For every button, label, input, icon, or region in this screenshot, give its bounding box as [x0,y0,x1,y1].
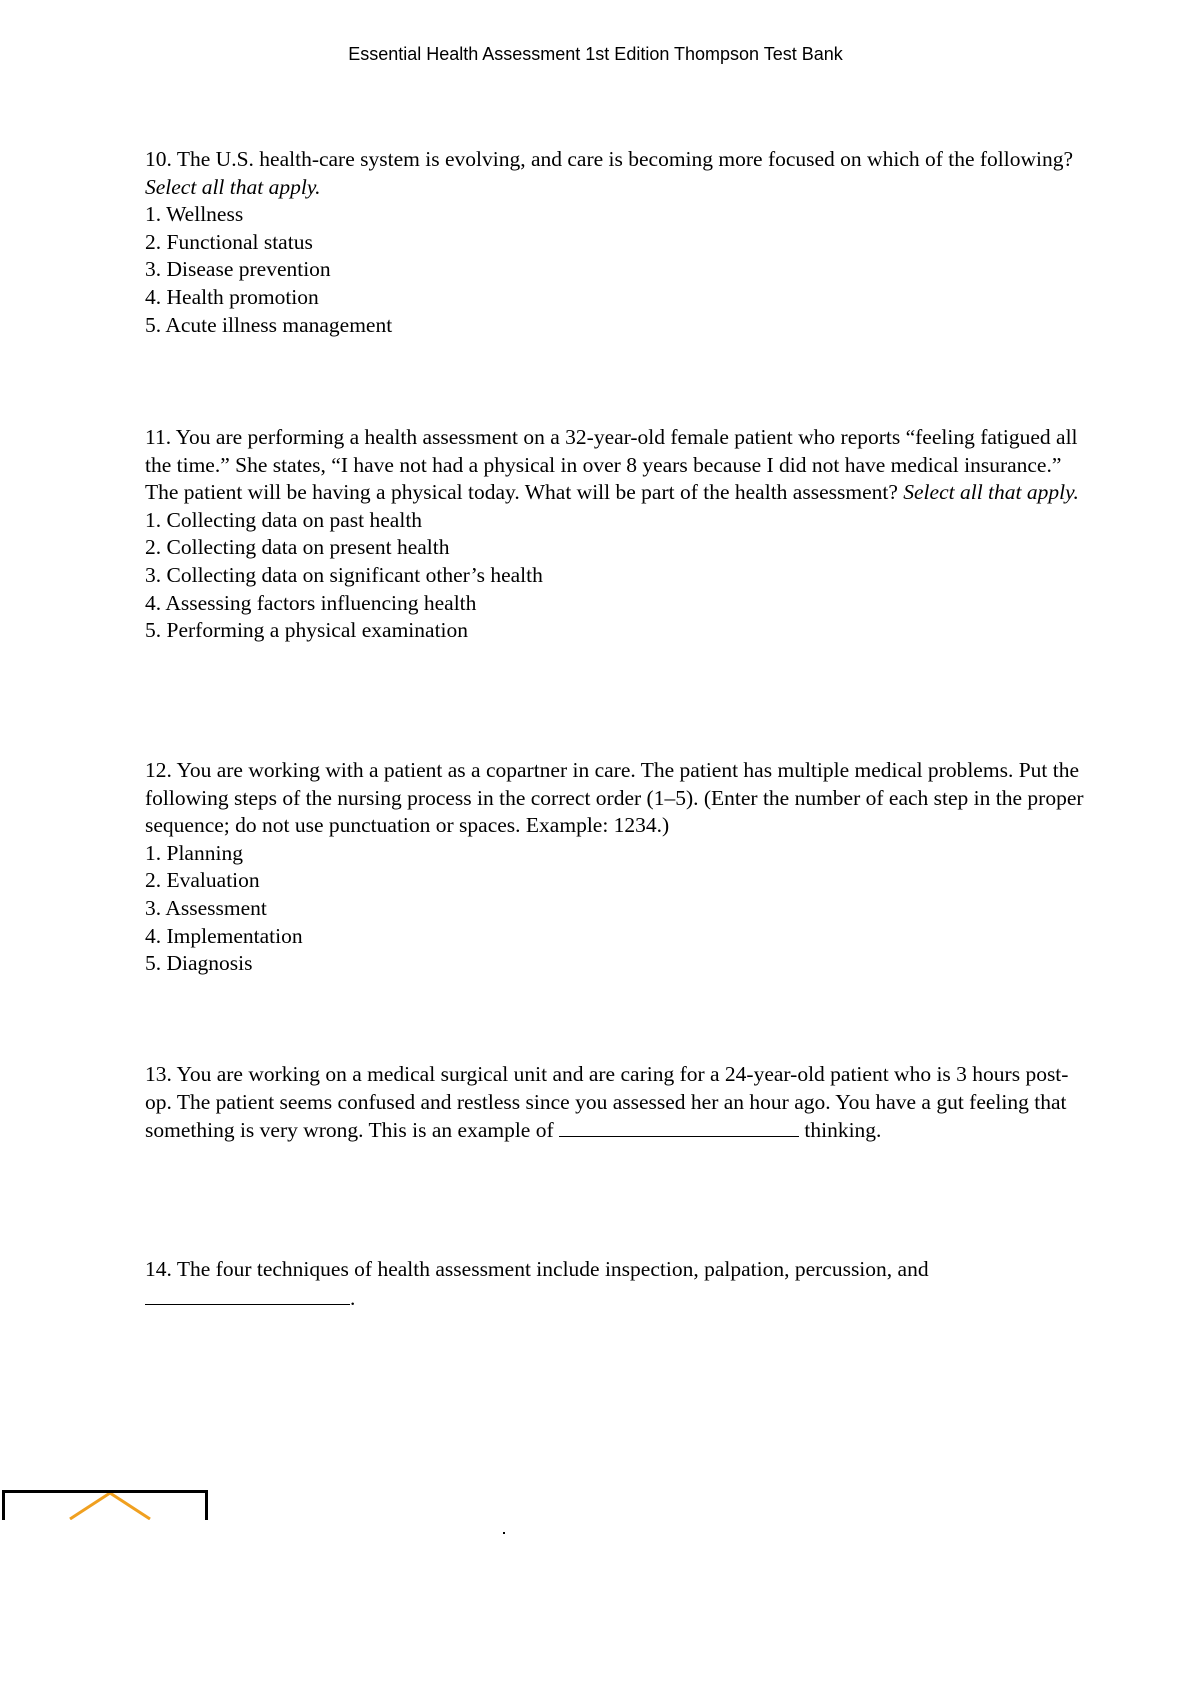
option: 5. Acute illness management [145,312,393,337]
question-13 [145,1061,1085,1145]
option: 1. Collecting data on past health [145,507,423,532]
option: 2. Collecting data on present health [145,535,450,560]
option: 4. Assessing factors influencing health [145,590,477,615]
option: 5. Performing a physical examination [145,618,469,643]
option: 2. Functional status [145,229,313,254]
question-10 [145,146,1085,339]
option: 4. Health promotion [145,284,319,309]
question-11 [145,424,1085,645]
option: 1. Planning [145,840,243,865]
question-14 [145,1256,1085,1312]
question-number: 13. [145,1062,172,1086]
option: 4. Implementation [145,923,303,948]
question-instruction: Select all that apply. [145,174,321,199]
option: 1. Wellness [145,202,244,227]
question-stem: You are working with a patient as a copartner in care. The patient has multiple medical problems. Put the following steps of the nursing process in the correct order (1–5). (Enter the number of each step in the proper sequence; do not use punctuation or spaces. Example: 1234.) [145,758,1084,838]
footer-logo-box [2,1490,208,1520]
page-dot [503,1532,505,1534]
question-stem-end: . [350,1285,356,1310]
question-number: 12. [145,758,172,782]
option: 2. Evaluation [145,868,260,893]
page-header: Essential Health Assessment 1st Edition Thompson Test Bank [348,44,843,64]
option: 3. Disease prevention [145,257,331,282]
option: 3. Collecting data on significant other’s health [145,562,543,587]
question-stem: The four techniques of health assessment include inspection, palpation, percussion, and [176,1257,929,1281]
fill-in-blank [559,1116,799,1137]
question-stem: You are working on a medical surgical unit and are caring for a 24-year-old patient who is 3 hours post-op. The patient seems confused and restless since you assessed her an hour ago. You have a gut feeling that something is very wrong. This is an example of [145,1062,1069,1143]
question-number: 14. [145,1257,172,1281]
question-number: 10. [145,147,172,171]
fill-in-blank [145,1284,350,1305]
question-stem: You are performing a health assessment on a 32-year-old female patient who reports “feeling fatigued all the time.” She states, “I have not had a physical in over 8 years because I did not have medical insurance.” The patient will be having a physical today. What will be part of the health assessment? [145,425,1078,505]
option: 3. Assessment [145,895,267,920]
question-12 [145,757,1085,978]
question-instruction: Select all that apply. [903,480,1079,505]
question-stem-end: thinking. [804,1118,882,1143]
option: 5. Diagnosis [145,951,253,976]
house-logo-icon [65,1491,155,1520]
question-number: 11. [145,425,172,449]
question-stem: The U.S. health-care system is evolving, and care is becoming more focused on which of the following? [176,147,1074,171]
